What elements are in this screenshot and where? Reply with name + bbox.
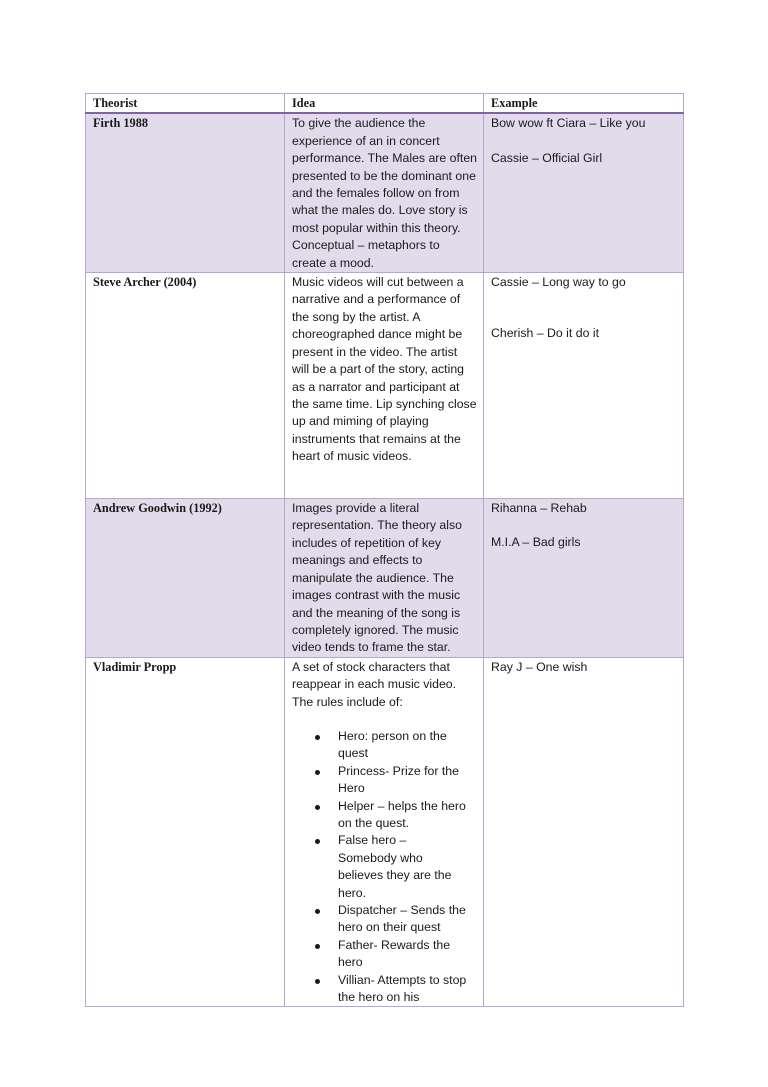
table-row [86,657,684,1007]
header-theorist: Theorist [86,94,285,114]
example-item: Rihanna – Rehab [491,501,587,516]
table-header-row [86,94,684,114]
idea-cell: To give the audience the experience of an in concert performance. The Males are often presented to be the dominant one and the females follow on from what the males do. Love story is most popular within this theory. Conceptual – metaphors to create a mood. [285,113,484,272]
list-item: Father- Rewards the hero [292,937,468,972]
table-row [86,273,684,499]
list-item: Dispatcher – Sends the hero on their quest [292,902,468,937]
list-item: Hero: person on the quest [292,728,468,763]
example-item: Ray J – One wish [491,659,588,674]
example-item: Cassie – Long way to go [491,275,626,290]
theorist-cell: Andrew Goodwin (1992) [86,499,285,658]
list-item: Helper – helps the hero on the quest. [292,798,468,833]
header-example: Example [484,94,684,114]
rules-list [292,728,477,1007]
list-item: Villian- Attempts to stop the hero on his [292,972,468,1007]
example-item: M.I.A – Bad girls [491,535,581,550]
table-row [86,113,684,272]
example-cell [484,499,684,658]
theorist-table [85,93,684,1007]
theorist-cell: Vladimir Propp [86,657,285,1007]
list-item: False hero – Somebody who believes they are the hero. [292,832,468,902]
table-row [86,499,684,658]
idea-cell [285,657,484,1007]
example-item: Cherish – Do it do it [491,326,599,341]
idea-text: A set of stock characters that reappear in each music video. The rules include of: [292,659,457,709]
example-cell [484,113,684,272]
theorist-cell: Firth 1988 [86,113,285,272]
example-cell [484,657,684,1007]
theorist-cell: Steve Archer (2004) [86,273,285,499]
example-item: Bow wow ft Ciara – Like you [491,116,646,131]
example-cell [484,273,684,499]
list-item: Princess- Prize for the Hero [292,763,468,798]
header-idea: Idea [285,94,484,114]
idea-cell: Music videos will cut between a narrative and a performance of the song by the artist. A choreographed dance might be present in the video. The artist will be a part of the story, acting as a narrator and participant at the same time. Lip synching close up and miming of playing instruments that remains at the heart of music videos. [285,273,484,499]
idea-cell: Images provide a literal representation. The theory also includes of repetition of key meanings and effects to manipulate the audience. The images contrast with the music and the meaning of the song is completely ignored. The music video tends to frame the star. [285,499,484,658]
example-item: Cassie – Official Girl [491,150,603,165]
